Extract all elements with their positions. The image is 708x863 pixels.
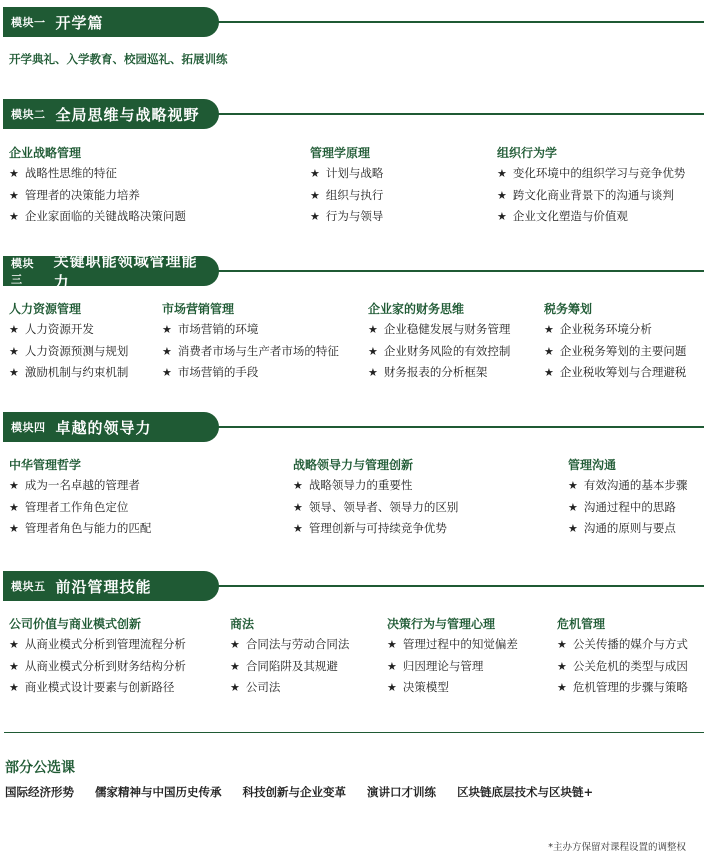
module-1-badge (3, 7, 219, 37)
course-topic: ★ 商业模式设计要素与创新路径 (9, 680, 175, 694)
course-column (497, 143, 685, 228)
star-icon: ★ (568, 500, 578, 514)
course-topic: ★ 市场营销的环境 (162, 322, 259, 336)
course-topic: ★ 企业税务筹划的主要问题 (544, 343, 687, 358)
course-topic: ★ 激励机制与约束机制 (9, 365, 129, 379)
star-icon: ★ (568, 522, 578, 535)
star-icon: ★ (497, 188, 507, 202)
course-topic: ★ 沟通的原则与要点 (568, 521, 676, 535)
star-icon: ★ (557, 681, 567, 694)
course-column (557, 614, 688, 699)
course-column (568, 455, 687, 540)
course-title: 企业战略管理 (9, 146, 82, 160)
module-5-rule (180, 585, 704, 587)
course-title: 战略领导力与管理创新 (293, 458, 414, 472)
module-2 (0, 99, 708, 223)
course-topic: ★ 归因理论与管理 (387, 658, 484, 673)
elective-item: 科技创新与企业变革 (242, 785, 347, 799)
module-5-number: 模块五 (11, 580, 46, 593)
star-icon: ★ (568, 479, 578, 492)
course-topic: ★ 消费者市场与生产者市场的特征 (162, 343, 339, 358)
course-topic: ★ 公关传播的媒介与方式 (557, 637, 688, 651)
course-topic: ★ 企业财务风险的有效控制 (368, 343, 511, 358)
module-5-badge (3, 571, 219, 601)
course-topic: ★ 企业稳健发展与财务管理 (368, 322, 511, 336)
elective-item: 演讲口才训练 (367, 785, 437, 799)
star-icon: ★ (9, 210, 19, 223)
course-topic: ★ 有效沟通的基本步骤 (568, 478, 688, 492)
course-title: 人力资源管理 (9, 302, 82, 316)
module-4-title: 卓越的领导力 (55, 418, 152, 437)
course-topic: ★ 财务报表的分析框架 (368, 365, 488, 379)
course-title: 决策行为与管理心理 (387, 617, 496, 631)
course-column (162, 299, 339, 384)
course-title: 危机管理 (557, 617, 606, 631)
course-topic: ★ 战略性思维的特征 (9, 166, 117, 180)
star-icon: ★ (544, 366, 554, 379)
star-icon: ★ (368, 323, 378, 336)
electives-title: 部分公选课 (5, 760, 75, 776)
section-divider (4, 732, 704, 733)
course-topic: ★ 企业税收筹划与合理避税 (544, 365, 687, 379)
star-icon: ★ (310, 167, 320, 180)
module-1-description: 开学典礼、入学教育、校园巡礼、拓展训练 (9, 52, 228, 66)
course-topic: ★ 危机管理的步骤与策略 (557, 680, 688, 694)
module-2-title: 全局思维与战略视野 (55, 105, 200, 124)
star-icon: ★ (293, 500, 303, 514)
course-title: 企业家的财务思维 (368, 302, 465, 316)
course-topic: ★ 战略领导力的重要性 (293, 478, 413, 492)
module-4-header (0, 412, 708, 442)
star-icon: ★ (162, 366, 172, 379)
course-topic: ★ 领导、领导者、领导力的区别 (293, 499, 459, 514)
star-icon: ★ (557, 638, 567, 651)
course-column (387, 614, 518, 699)
course-title: 税务筹划 (544, 302, 593, 316)
course-column (9, 614, 186, 699)
course-topic: ★ 从商业模式分析到管理流程分析 (9, 637, 186, 651)
module-3 (0, 252, 708, 379)
elective-item: 区块链底层技术与区块链+ (457, 785, 594, 799)
star-icon: ★ (557, 659, 567, 673)
star-icon: ★ (9, 659, 19, 673)
course-topic: ★ 管理创新与可持续竞争优势 (293, 521, 447, 535)
course-topic: ★ 成为一名卓越的管理者 (9, 478, 140, 492)
course-topic: ★ 合同陷阱及其规避 (230, 658, 338, 673)
course-topic: ★ 市场营销的手段 (162, 365, 259, 379)
elective-item: 国际经济形势 (5, 785, 74, 799)
course-topic: ★ 企业税务环境分析 (544, 322, 652, 336)
course-column (9, 299, 128, 384)
star-icon: ★ (497, 210, 507, 223)
star-icon: ★ (9, 188, 19, 202)
star-icon: ★ (230, 681, 240, 694)
course-column (368, 299, 510, 384)
star-icon: ★ (293, 522, 303, 535)
module-4-number: 模块四 (11, 421, 46, 434)
star-icon: ★ (9, 522, 19, 535)
module-3-rule (216, 270, 704, 272)
module-2-rule (180, 113, 704, 115)
course-column (544, 299, 686, 384)
module-2-number: 模块二 (11, 108, 46, 121)
star-icon: ★ (9, 366, 19, 379)
star-icon: ★ (544, 323, 554, 336)
star-icon: ★ (230, 638, 240, 651)
course-title: 市场营销管理 (162, 302, 235, 316)
module-4 (0, 412, 708, 535)
module-1-header (0, 7, 708, 37)
module-3-header (0, 252, 708, 291)
footnote: *主办方保留对课程设置的调整权 (548, 842, 686, 853)
module-1-number: 模块一 (11, 16, 46, 29)
course-topic: ★ 人力资源预测与规划 (9, 343, 129, 358)
module-2-badge (3, 99, 219, 129)
course-topic: ★ 计划与战略 (310, 166, 384, 180)
module-1-rule (180, 21, 704, 23)
star-icon: ★ (310, 188, 320, 202)
course-topic: ★ 公关危机的类型与成因 (557, 658, 688, 673)
course-title: 中华管理哲学 (9, 458, 82, 472)
module-5-title: 前沿管理技能 (55, 577, 152, 596)
star-icon: ★ (9, 167, 19, 180)
course-topic: ★ 决策模型 (387, 680, 449, 694)
star-icon: ★ (497, 167, 507, 180)
module-2-header (0, 99, 708, 129)
module-3-badge (3, 252, 219, 291)
module-3-number: 模块三 (11, 257, 34, 286)
star-icon: ★ (230, 659, 240, 673)
module-4-rule (180, 426, 704, 428)
module-3-title: 关键职能领域管理能力 (53, 252, 198, 291)
course-column (230, 614, 349, 699)
star-icon: ★ (9, 479, 19, 492)
star-icon: ★ (9, 344, 19, 358)
course-topic: ★ 企业文化塑造与价值观 (497, 209, 628, 223)
course-topic: ★ 从商业模式分析到财务结构分析 (9, 658, 186, 673)
course-topic: ★ 跨文化商业背景下的沟通与谈判 (497, 187, 674, 202)
module-4-badge (3, 412, 219, 442)
course-column (293, 455, 458, 540)
course-title: 管理沟通 (568, 458, 617, 472)
star-icon: ★ (368, 366, 378, 379)
star-icon: ★ (9, 638, 19, 651)
star-icon: ★ (310, 210, 320, 223)
course-title: 商法 (230, 617, 255, 631)
star-icon: ★ (162, 323, 172, 336)
course-column (310, 143, 383, 228)
course-topic: ★ 管理者的决策能力培养 (9, 187, 140, 202)
course-title: 组织行为学 (497, 146, 558, 160)
course-topic: ★ 管理过程中的知觉偏差 (387, 637, 518, 651)
elective-item: 儒家精神与中国历史传承 (95, 785, 222, 799)
course-topic: ★ 公司法 (230, 680, 281, 694)
course-topic: ★ 管理者角色与能力的匹配 (9, 521, 152, 535)
star-icon: ★ (368, 344, 378, 358)
course-column (9, 455, 151, 540)
course-topic: ★ 变化环境中的组织学习与竞争优势 (497, 166, 686, 180)
star-icon: ★ (387, 681, 397, 694)
course-topic: ★ 行为与领导 (310, 209, 384, 223)
star-icon: ★ (9, 500, 19, 514)
star-icon: ★ (162, 344, 172, 358)
star-icon: ★ (387, 659, 397, 673)
electives-list (5, 784, 610, 800)
star-icon: ★ (9, 323, 19, 336)
module-1-title: 开学篇 (55, 13, 104, 32)
module-5 (0, 571, 708, 694)
course-topic: ★ 合同法与劳动合同法 (230, 637, 350, 651)
star-icon: ★ (544, 344, 554, 358)
course-column (9, 143, 186, 228)
course-topic: ★ 组织与执行 (310, 187, 384, 202)
course-topic: ★ 人力资源开发 (9, 322, 94, 336)
course-title: 公司价值与商业模式创新 (9, 617, 142, 631)
star-icon: ★ (293, 479, 303, 492)
course-topic: ★ 管理者工作角色定位 (9, 499, 129, 514)
module-1 (0, 7, 708, 66)
course-topic: ★ 企业家面临的关键战略决策问题 (9, 209, 186, 223)
star-icon: ★ (9, 681, 19, 694)
course-topic: ★ 沟通过程中的思路 (568, 499, 676, 514)
course-title: 管理学原理 (310, 146, 371, 160)
star-icon: ★ (387, 638, 397, 651)
module-5-header (0, 571, 708, 601)
